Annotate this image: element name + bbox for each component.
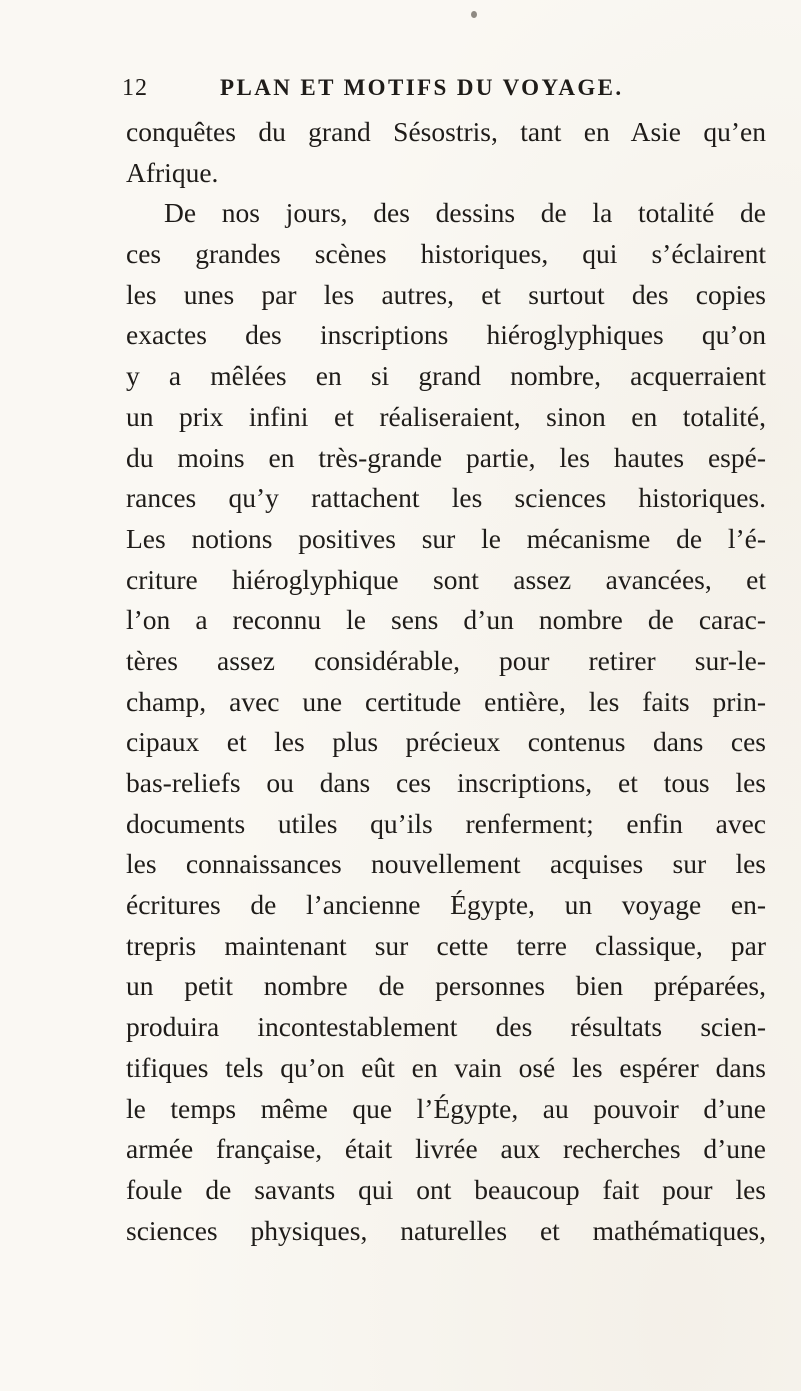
text-line: tifiques tels qu’on eût en vain osé les espérer dans	[126, 1051, 766, 1083]
text-line: armée française, était livrée aux recherches d’une	[126, 1133, 766, 1165]
text-line: sciences physiques, naturelles et mathématiques,	[126, 1214, 766, 1246]
text-line: les unes par les autres, et surtout des copies	[126, 278, 766, 310]
body-text	[126, 112, 766, 1251]
text-line: un petit nombre de personnes bien préparées,	[126, 970, 766, 1002]
text-line: trepris maintenant sur cette terre classique, par	[126, 929, 766, 961]
text-line: cipaux et les plus précieux contenus dans ces	[126, 726, 766, 758]
text-line: bas-reliefs ou dans ces inscriptions, et tous les	[126, 767, 766, 798]
ink-speck	[471, 11, 477, 18]
text-line: De nos jours, des dessins de la totalité de	[164, 197, 766, 229]
text-line: écritures de l’ancienne Égypte, un voyage en-	[126, 889, 766, 921]
text-line: le temps même que l’Égypte, au pouvoir d’une	[126, 1092, 766, 1124]
text-line: Les notions positives sur le mécanisme de l’é-	[126, 522, 766, 554]
text-line: y a mêlées en si grand nombre, acquerraient	[126, 360, 766, 392]
text-line: Afrique.	[126, 156, 219, 188]
text-line: champ, avec une certitude entière, les faits prin-	[126, 685, 766, 717]
text-line: ces grandes scènes historiques, qui s’éclairent	[126, 238, 766, 270]
text-line: documents utiles qu’ils renferment; enfin avec	[126, 807, 766, 839]
page-number: 12	[122, 75, 148, 101]
text-line: tères assez considérable, pour retirer sur-le-	[126, 644, 766, 676]
text-line: un prix infini et réaliseraient, sinon en totalité,	[126, 400, 766, 432]
text-line: les connaissances nouvellement acquises sur les	[126, 848, 766, 880]
text-line: du moins en très-grande partie, les hautes espé-	[126, 441, 766, 473]
text-line: criture hiéroglyphique sont assez avancées, et	[126, 563, 766, 595]
text-line: produira incontestablement des résultats scien-	[126, 1011, 766, 1043]
text-line: exactes des inscriptions hiéroglyphiques qu’on	[126, 319, 766, 351]
text-line: foule de savants qui ont beaucoup fait pour les	[126, 1173, 766, 1205]
text-line: conquêtes du grand Sésostris, tant en Asie qu’en	[126, 116, 766, 147]
text-line: l’on a reconnu le sens d’un nombre de carac-	[126, 604, 766, 636]
running-title: PLAN ET MOTIFS DU VOYAGE.	[220, 75, 624, 100]
text-line: rances qu’y rattachent les sciences historiques.	[126, 482, 766, 514]
